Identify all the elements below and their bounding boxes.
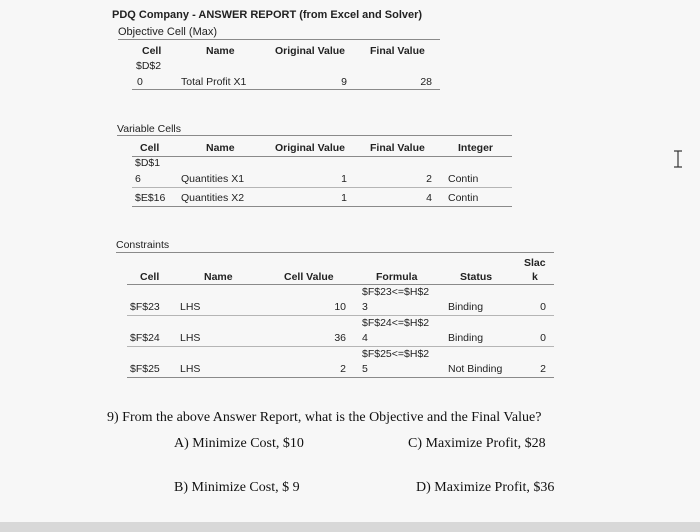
objective-header-cell: Cell	[142, 45, 162, 57]
variables-heading: Variable Cells	[117, 123, 181, 135]
constraints-header-status: Status	[460, 271, 493, 283]
variable-1-integer: Contin	[448, 173, 479, 185]
constraint-1-formula-cont: 3	[362, 301, 368, 313]
constraint-2-slack: 0	[540, 332, 546, 344]
question-text: 9) From the above Answer Report, what is the Objective and the Final Value?	[107, 410, 542, 425]
variable-2-cell-ref: $E$16	[135, 192, 166, 204]
variable-2-integer: Contin	[448, 192, 479, 204]
constraints-bottom-rule	[127, 377, 554, 378]
variable-1-final: 2	[426, 173, 432, 185]
constraint-2-value: 36	[334, 332, 346, 344]
constraint-2-formula: $F$24<=$H$2	[362, 317, 430, 329]
variable-2-name: Quantities X2	[181, 192, 245, 204]
constraint-1-slack: 0	[540, 301, 546, 313]
constraint-2-status: Binding	[448, 332, 484, 344]
bottom-bar	[0, 522, 700, 532]
objective-header-name: Name	[206, 45, 235, 57]
variables-header-cell: Cell	[140, 142, 160, 154]
objective-cell-ref: $D$2	[136, 60, 162, 72]
objective-bottom-rule	[132, 89, 440, 90]
constraint-1-status: Binding	[448, 301, 484, 313]
objective-cell-ref-cont: 0	[137, 76, 143, 88]
constraint-3-status: Not Binding	[448, 363, 503, 375]
variables-top-rule	[117, 135, 512, 136]
constraint-3-slack: 2	[540, 363, 546, 375]
variable-2-final: 4	[426, 192, 432, 204]
constraint-1-name: LHS	[180, 301, 201, 313]
variable-row-rule	[132, 187, 512, 188]
objective-final-value: 28	[420, 76, 432, 88]
variables-header-final: Final Value	[370, 142, 425, 154]
constraint-1-formula: $F$23<=$H$2	[362, 286, 430, 298]
option-b[interactable]: B) Minimize Cost, $ 9	[174, 480, 300, 495]
constraint-2-cell-ref: $F$24	[130, 332, 160, 344]
variables-bottom-rule	[132, 206, 512, 207]
option-d[interactable]: D) Maximize Profit, $36	[416, 480, 555, 495]
objective-header-final: Final Value	[370, 45, 425, 57]
constraint-row-rule	[127, 346, 554, 347]
variables-header-original: Original Value	[275, 142, 346, 154]
constraints-header-value: Cell Value	[284, 271, 334, 283]
option-a[interactable]: A) Minimize Cost, $10	[174, 436, 304, 451]
constraint-3-cell-ref: $F$25	[130, 363, 160, 375]
variables-header-rule	[132, 156, 512, 157]
constraint-1-cell-ref: $F$23	[130, 301, 160, 313]
constraint-2-formula-cont: 4	[362, 332, 368, 344]
constraint-3-formula: $F$25<=$H$2	[362, 348, 430, 360]
constraint-1-value: 10	[334, 301, 346, 313]
text-cursor-icon	[673, 150, 683, 168]
objective-name: Total Profit X1	[181, 76, 247, 88]
constraints-top-rule	[116, 252, 554, 253]
constraint-3-formula-cont: 5	[362, 363, 368, 375]
variable-1-name: Quantities X1	[181, 173, 245, 185]
constraint-3-value: 2	[340, 363, 346, 375]
constraints-heading: Constraints	[116, 239, 170, 251]
option-c[interactable]: C) Maximize Profit, $28	[408, 436, 546, 451]
variable-2-original: 1	[341, 192, 347, 204]
constraints-header-cell: Cell	[140, 271, 160, 283]
constraint-2-name: LHS	[180, 332, 201, 344]
variable-1-original: 1	[341, 173, 347, 185]
variable-1-cell-ref-cont: 6	[135, 173, 141, 185]
constraints-header-slack: Slac	[524, 257, 546, 269]
report-title: PDQ Company - ANSWER REPORT (from Excel and Solver)	[112, 9, 423, 21]
constraints-header-formula: Formula	[376, 271, 418, 283]
objective-original-value: 9	[341, 76, 347, 88]
objective-heading: Objective Cell (Max)	[118, 26, 218, 38]
objective-top-rule	[118, 39, 440, 40]
variables-header-name: Name	[206, 142, 235, 154]
objective-header-original: Original Value	[275, 45, 346, 57]
constraints-header-name: Name	[204, 271, 233, 283]
constraints-header-slack-cont: k	[532, 271, 538, 283]
variable-1-cell-ref: $D$1	[135, 157, 161, 169]
constraint-3-name: LHS	[180, 363, 201, 375]
variables-header-integer: Integer	[458, 142, 494, 154]
constraints-header-rule	[127, 284, 554, 285]
constraint-row-rule	[127, 315, 554, 316]
